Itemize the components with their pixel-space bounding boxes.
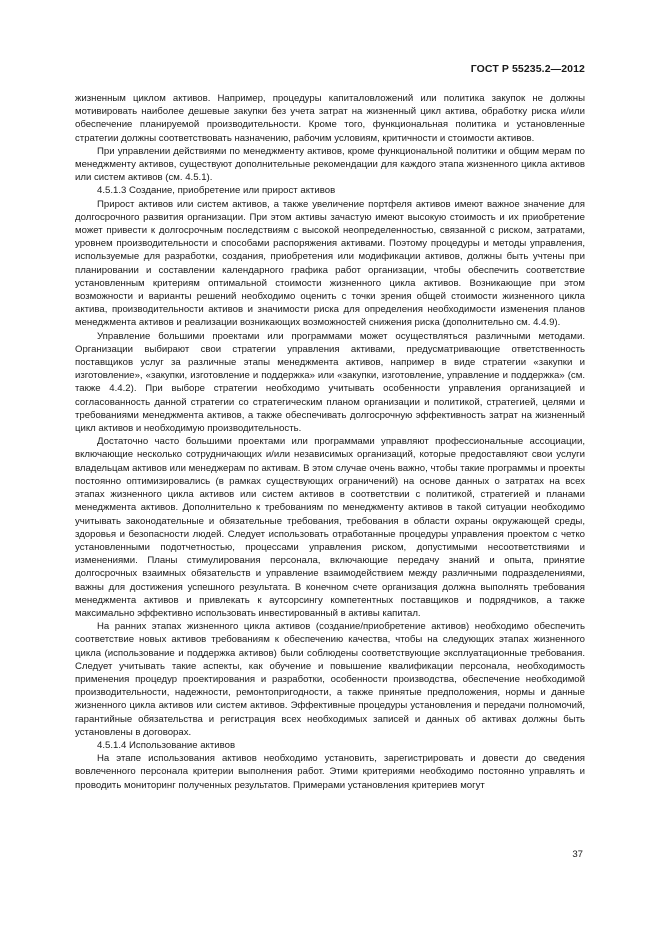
paragraph: Достаточно часто большими проектами или программами управляют профессиональные ассоциации, включающие несколько сотрудничающих и/или независимых организаций, которые предоставляют свои услуги владельцам активов или менеджерам по активам. В этом случае очень важно, чтобы такие программы и проекты постоянно оптимизировались (в рамках существующих ограничений) на основе данных о затратах на всех этапах жизненного цикла активов или систем активов в соответствии с политикой, стратегией и планами менеджмента активов. Дополнительно к требованиям по менеджменту активов в такой ситуации необходимо учитывать законодательные и обязательные требования, требования в области охраны окружающей среды, здоровья и безопасности людей. Следует использовать отработанные процедуры управления проектом с четко установленными подотчетностью, процессами управления риском, допустимыми несоответствиями и изменениями. Планы стимулирования персонала, включающие передачу знаний и опыта, принятие долгосрочных взаимных обязательств и управление взаимодействием между различными подразделениями, важны для достижения успешного результата. В конечном счете организация должна выполнять требования менеджмента активов и привлекать к аутсорсингу компетентных поставщиков и подрядчиков, а также максимально эффективно использовать инвестированный в активы капитал. [75, 436, 585, 619]
page-number: 37 [572, 849, 583, 860]
section-heading-4-5-1-4: 4.5.1.4 Использование активов [97, 739, 236, 751]
section-heading-4-5-1-3: 4.5.1.3 Создание, приобретение или прирост активов [97, 185, 336, 197]
paragraph-continuation: жизненным циклом активов. Например, процедуры капиталовложений или политика закупок не должны мотивировать наиболее дешевые закупки без учета затрат на жизненный цикл актива, обработку риска и/или обеспечение планируемой производительности. Кроме того, функциональная политика и установленные стратегии должны соответствовать назначению, рабочим условиям, критичности и стоимости активов. [75, 93, 585, 144]
paragraph: На ранних этапах жизненного цикла активов (создание/приобретение активов) необходимо обеспечить соответствие новых активов требованиям к обеспечению качества, чтобы на следующих этапах жизненного цикла (использование и поддержка активов) были соблюдены соответствующие эксплуатационные требования. Следует учитывать такие аспекты, как обучение и повышение квалификации персонала, необходимость применения процедур проектирования и разработки, особенности производства, обеспечение необходимой производительности, надежности, ремонтопригодности, а также принятые предположения, нормы и данные жизненного цикла активов или систем активов. Эффективные процедуры установления и передачи полномочий, гарантийные обязательства и регистрация всех необходимых записей и данных об активах должны быть установлены в договорах. [75, 621, 585, 738]
paragraph: Управление большими проектами или программами может осуществляться различными методами. Организации выбирают свои стратегии управления активами, предусматривающие ответственность поставщиков услуг за различные этапы менеджмента активов, например в виде стратегии «закупки и изготовление», «закупки, изготовление и поддержка» или «закупки, изготовление, управление и поддержка» (см. также 4.4.2). При выборе стратегии необходимо учитывать особенности управления организацией и согласованность данной стратегии со стратегическим планом организации и политикой, стратегией, целями и требованиями менеджмента активов, а также обеспечивать долгосрочную эффективность затрат на жизненный цикл активов и необходимую производительность. [75, 330, 585, 435]
paragraph: На этапе использования активов необходимо установить, зарегистрировать и довести до сведения вовлеченного персонала критерии выполнения работ. Этими критериями необходимо постоянно управлять и проводить мониторинг полученных результатов. Примерами установления критериев могут [75, 753, 585, 791]
document-body [75, 92, 585, 792]
paragraph: Прирост активов или систем активов, а также увеличение портфеля активов имеют важное значение для долгосрочного развития организации. При этом активы зачастую имеют высокую стоимость и их приобретение может привести к долгосрочным последствиям с высокой неопределенностью, связанной с риском, затратами, уровнем производительности и способами распоряжения активами. Поэтому процедуры и методы управления, используемые для разработки, создания, приобретения или модификации активов, должны быть учтены при планировании и составлении календарного графика работ организации, чтобы обеспечить соответствие установленным критериям оптимальной стоимости жизненного цикла активов. Возникающие при этом возможности и варианты решений необходимо оценить с точки зрения общей стоимости жизненного цикла актива, производительности активов и значимости риска для определения необходимости изменения планов менеджмента активов и реализации возникающих возможностей снижения риска (дополнительно см. 4.4.9). [75, 198, 585, 329]
paragraph: При управлении действиями по менеджменту активов, кроме функциональной политики и общим мерам по менеджменту активов, существуют дополнительные рекомендации для каждого этапа жизненного цикла активов или систем активов (см. 4.5.1). [75, 145, 585, 184]
document-header: ГОСТ Р 55235.2—2012 [470, 63, 585, 75]
